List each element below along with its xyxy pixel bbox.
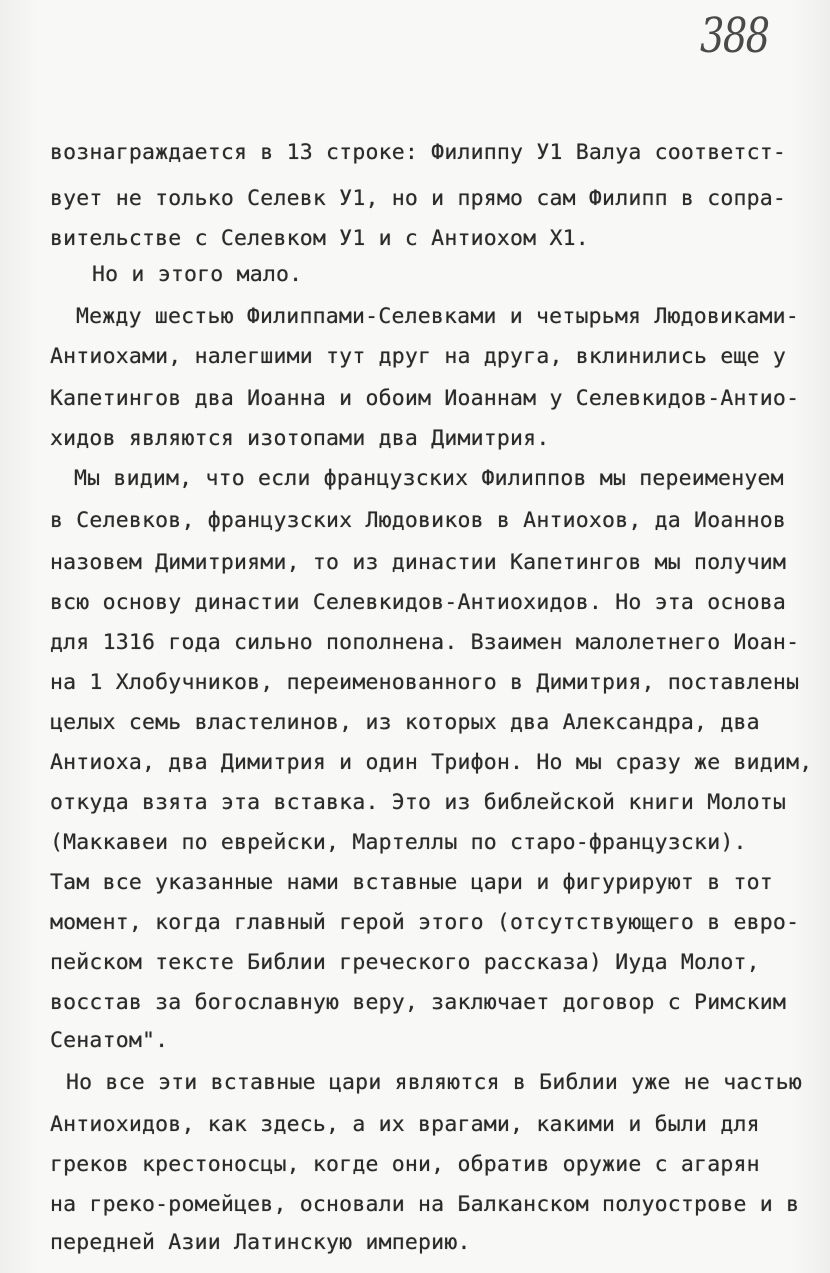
text-line: пейском тексте Библии греческого рассказа) Иуда Молот, bbox=[50, 950, 760, 975]
text-line: Капетингов два Иоанна и обоим Иоаннам у Селевкидов-Антио- bbox=[50, 386, 800, 411]
text-line: откуда взята эта вставка. Это из библейской книги Молоты bbox=[50, 790, 787, 815]
text-line: для 1316 года сильно пополнена. Взаимен малолетнего Иоан- bbox=[50, 630, 800, 655]
text-line: Антиохидов, как здесь, а их врагами, какими и были для bbox=[50, 1112, 760, 1137]
text-line: на 1 Хлобучников, переименованного в Димитрия, поставлены bbox=[50, 670, 800, 695]
text-line: на греко-ромейцев, основали на Балканском полуострове и в bbox=[50, 1192, 800, 1217]
text-line: всю основу династии Селевкидов-Антиохидов. Но эта основа bbox=[50, 590, 787, 615]
text-line: Там все указанные нами вставные цари и фигурируют в тот bbox=[50, 870, 773, 895]
page-number: 388 bbox=[700, 8, 769, 64]
text-line: передней Азии Латинскую империю. bbox=[50, 1230, 471, 1255]
text-line: вительстве с Селевком У1 и с Антиохом Х1. bbox=[50, 226, 589, 251]
text-line: целых семь властелинов, из которых два Александра, два bbox=[50, 710, 760, 735]
text-line: вует не только Селевк У1, но и прямо сам Филипп в сопра- bbox=[50, 186, 787, 211]
text-line: Антиохами, налегшими тут друг на друга, вклинились еще у bbox=[50, 344, 787, 369]
text-line: момент, когда главный герой этого (отсутствующего в евро- bbox=[50, 910, 800, 935]
text-line: Сенатом". bbox=[50, 1028, 169, 1053]
text-line: Но все эти вставные цари являются в Библии уже не частью bbox=[66, 1070, 803, 1095]
text-line: Между шестью Филиппами-Селевками и четырьмя Людовиками- bbox=[76, 304, 799, 329]
text-line: Но и этого мало. bbox=[92, 262, 303, 287]
text-line: вознаграждается в 13 строке: Филиппу У1 Валуа соответст- bbox=[50, 140, 787, 165]
text-line: греков крестоносцы, когде они, обратив оружие с агарян bbox=[50, 1152, 760, 1177]
text-line: назовем Димитриями, то из династии Капетингов мы получим bbox=[50, 550, 787, 575]
text-line: Антиоха, два Димитрия и один Трифон. Но мы сразу же видим, bbox=[50, 750, 813, 775]
text-line: Мы видим, что если французских Филиппов мы переименуем bbox=[74, 466, 784, 491]
text-line: в Селевков, французских Людовиков в Антиохов, да Иоаннов bbox=[50, 508, 787, 533]
text-line: восстав за богославную веру, заключает договор с Римским bbox=[50, 990, 787, 1015]
text-line: хидов являются изотопами два Димитрия. bbox=[50, 426, 550, 451]
text-line: (Маккавеи по еврейски, Мартеллы по старо-французски). bbox=[50, 830, 747, 855]
